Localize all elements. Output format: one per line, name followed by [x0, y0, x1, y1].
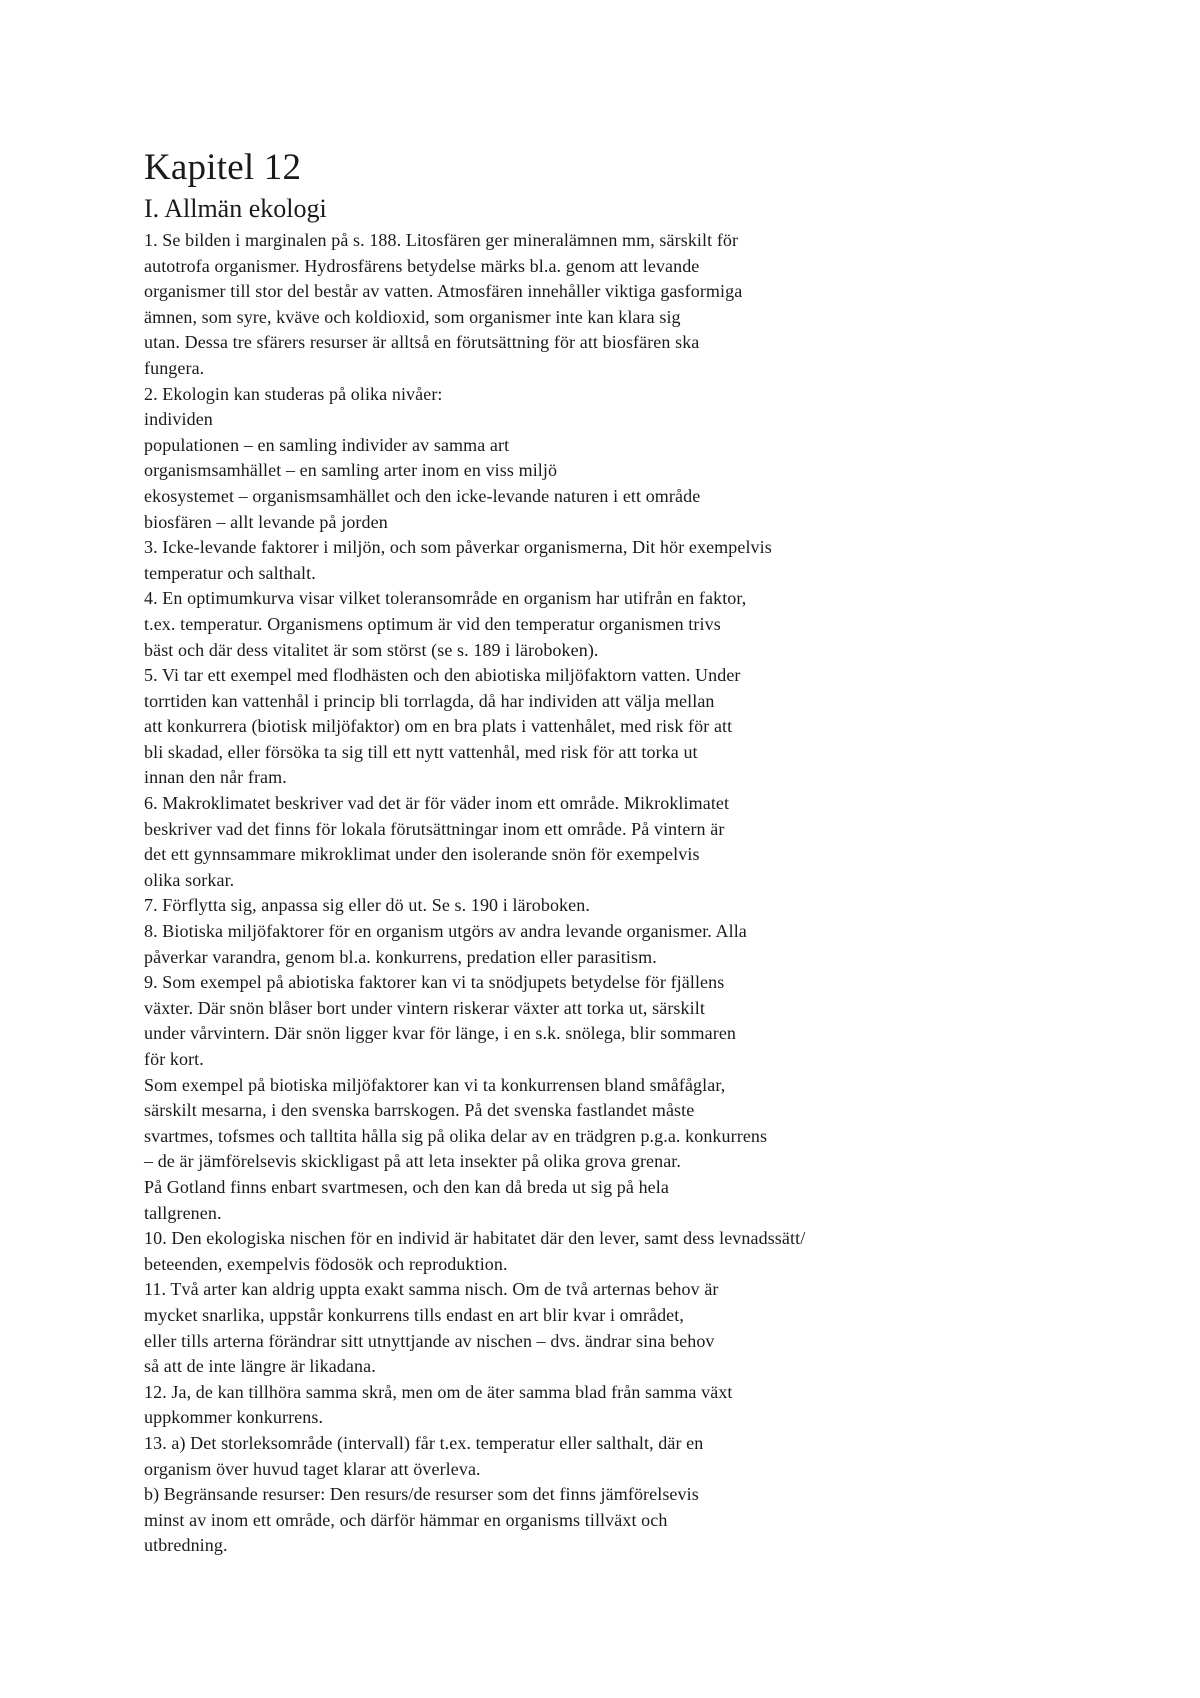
text-line: för kort.: [144, 1049, 204, 1069]
text-line: 13. a) Det storleksområde (intervall) får t.ex. temperatur eller salthalt, där en: [144, 1432, 704, 1453]
text-line: biosfären – allt levande på jorden: [144, 511, 388, 532]
text-line: mycket snarlika, uppstår konkurrens tills endast en art blir kvar i området,: [144, 1304, 684, 1325]
text-line: individen: [144, 409, 213, 430]
text-line: under vårvintern. Där snön ligger kvar för länge, i en s.k. snölega, blir sommaren: [144, 1023, 737, 1044]
text-line: utan. Dessa tre sfärers resurser är alltså en förutsättning för att biosfären ska: [144, 332, 700, 353]
text-line: att konkurrera (biotisk miljöfaktor) om en bra plats i vattenhålet, med risk för att: [144, 716, 733, 737]
text-line: ämnen, som syre, kväve och koldioxid, som organismer inte kan klara sig: [144, 306, 681, 327]
text-line: populationen – en samling individer av samma art: [144, 434, 510, 455]
text-line: 8. Biotiska miljöfaktorer för en organism utgörs av andra levande organismer. Alla: [144, 921, 747, 942]
text-line: så att de inte längre är likadana.: [144, 1356, 376, 1377]
text-line: svartmes, tofsmes och talltita hålla sig på olika delar av en trädgren p.g.a. konkurrens: [144, 1125, 768, 1146]
text-line: 9. Som exempel på abiotiska faktorer kan vi ta snödjupets betydelse för fjällens: [144, 972, 725, 993]
text-line: bli skadad, eller försöka ta sig till ett nytt vattenhål, med risk för att torka ut: [144, 741, 698, 762]
text-line: 5. Vi tar ett exempel med flodhästen och den abiotiska miljöfaktorn vatten. Under: [144, 665, 741, 686]
text-line: t.ex. temperatur. Organismens optimum är vid den temperatur organismen trivs: [144, 613, 721, 634]
text-line: 12. Ja, de kan tillhöra samma skrå, men om de äter samma blad från samma växt: [144, 1381, 733, 1402]
text-line: – de är jämförelsevis skickligast på att leta insekter på olika grova grenar.: [144, 1151, 682, 1172]
text-line: bäst och där dess vitalitet är som störst (se s. 189 i läroboken).: [144, 639, 599, 660]
text-line: temperatur och salthalt.: [144, 562, 316, 583]
text-line: tallgrenen.: [144, 1202, 222, 1223]
text-line: särskilt mesarna, i den svenska barrskogen. På det svenska fastlandet måste: [144, 1100, 695, 1121]
text-line: beteenden, exempelvis födosök och reproduktion.: [144, 1253, 508, 1274]
text-line: minst av inom ett område, och därför hämmar en organisms tillväxt och: [144, 1509, 668, 1530]
text-line: växter. Där snön blåser bort under vintern riskerar växter att torka ut, särskilt: [144, 997, 705, 1018]
text-line: 2. Ekologin kan studeras på olika nivåer:: [144, 383, 443, 404]
document-page: [144, 146, 1124, 1559]
text-line: utbredning.: [144, 1535, 228, 1556]
text-line: organismsamhället – en samling arter inom en viss miljö: [144, 460, 558, 481]
text-line: uppkommer konkurrens.: [144, 1407, 324, 1428]
text-line: 4. En optimumkurva visar vilket toleransområde en organism har utifrån en faktor,: [144, 588, 747, 609]
text-line: organismer till stor del består av vatten. Atmosfären innehåller viktiga gasformiga: [144, 281, 743, 302]
text-line: 1. Se bilden i marginalen på s. 188. Litosfären ger mineralämnen mm, särskilt för: [144, 230, 739, 250]
text-line: torrtiden kan vattenhål i princip bli torrlagda, då har individen att välja mellan: [144, 690, 715, 711]
chapter-title: Kapitel 12: [144, 147, 302, 188]
text-line: b) Begränsande resurser: Den resurs/de resurser som det finns jämförelsevis: [144, 1484, 699, 1505]
body-text: [144, 228, 1124, 1559]
text-line: 7. Förflytta sig, anpassa sig eller dö ut. Se s. 190 i läroboken.: [144, 895, 590, 916]
text-line: 3. Icke-levande faktorer i miljön, och som påverkar organismerna, Dit hör exempelvis: [144, 537, 772, 558]
text-line: 10. Den ekologiska nischen för en individ är habitatet där den lever, samt dess levnadssätt/: [144, 1228, 806, 1249]
text-line: 6. Makroklimatet beskriver vad det är för väder inom ett område. Mikroklimatet: [144, 793, 730, 814]
section-title: I. Allmän ekologi: [144, 194, 327, 223]
text-line: beskriver vad det finns för lokala förutsättningar inom ett område. På vintern är: [144, 818, 725, 839]
text-line: På Gotland finns enbart svartmesen, och den kan då breda ut sig på hela: [144, 1176, 669, 1197]
text-line: innan den når fram.: [144, 767, 287, 788]
text-line: Som exempel på biotiska miljöfaktorer kan vi ta konkurrensen bland småfåglar,: [144, 1074, 726, 1095]
text-line: det ett gynnsammare mikroklimat under den isolerande snön för exempelvis: [144, 844, 700, 865]
text-line: eller tills arterna förändrar sitt utnyttjande av nischen – dvs. ändrar sina behov: [144, 1330, 715, 1351]
text-line: 11. Två arter kan aldrig uppta exakt samma nisch. Om de två arternas behov är: [144, 1279, 719, 1300]
text-line: organism över huvud taget klarar att överleva.: [144, 1458, 481, 1479]
text-line: fungera.: [144, 357, 205, 378]
text-line: olika sorkar.: [144, 869, 235, 890]
text-line: autotrofa organismer. Hydrosfärens betydelse märks bl.a. genom att levande: [144, 255, 700, 276]
text-line: ekosystemet – organismsamhället och den icke-levande naturen i ett område: [144, 485, 701, 506]
text-line: påverkar varandra, genom bl.a. konkurrens, predation eller parasitism.: [144, 946, 657, 967]
